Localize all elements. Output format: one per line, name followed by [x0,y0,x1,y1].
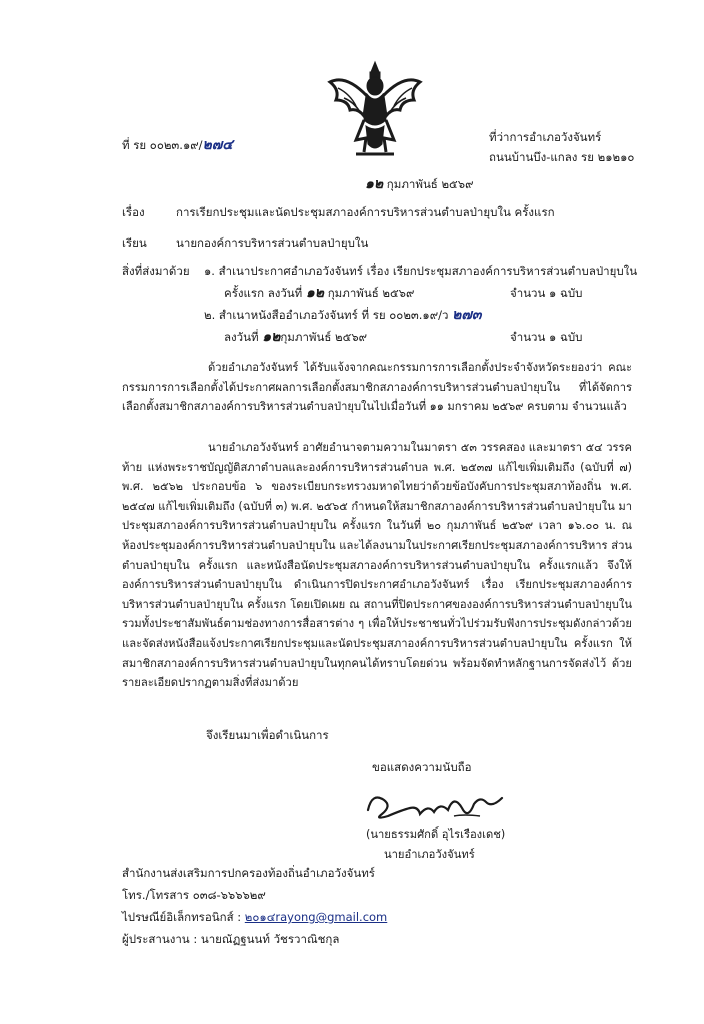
enclosure-1-month-year: กุมภาพันธ์ ๒๕๖๙ [327,286,415,300]
enclosure-1-line1: ๑. สำเนาประกาศอำเภอวังจันทร์ เรื่อง เรียกประชุมสภาองค์การบริหารส่วนตำบลป่ายุบใน [204,264,638,278]
handwritten-signature-icon [362,786,512,826]
signatory-name: (นายธรรมศักดิ์ อุไรเรืองเดช) [366,828,506,841]
enclosure-1-date-prefix: ครั้งแรก ลงวันที่ [224,286,303,300]
date-month-year: กุมภาพันธ์ ๒๕๖๙ [386,177,474,191]
enclosure-2-month-year: กุมภาพันธ์ ๒๕๖๙ [280,330,368,344]
closing-request: จึงเรียนมาเพื่อดำเนินการ [206,728,329,742]
paragraph-2-text: นายอำเภอวังจันทร์ อาศัยอำนาจตามความในมาตรา ๕๓ วรรคสอง และมาตรา ๕๔ วรรค ท้าย แห่งพระราชบัญญัติสภาตำบลและองค์การบริหารส่วนตำบล พ.ศ. ๒๕๓๗ แก้ไขเพิ่มเติมถึง (ฉบับที่ ๗) พ.ศ. ๒๕๖๒ ประกอบข้อ ๖ ของระเบียบกระทรวงมหาดไทยว่าด้วยข้อบังคับการประชุมสภาท้องถิ่น พ.ศ. ๒๕๔๗ แก้ไขเพิ่มเติมถึง (ฉบับที่ ๓) พ.ศ. ๒๕๖๕ กำหนดให้สมาชิกสภาองค์การบริหารส่วนตำบลป่ายุบใน มาประชุมสภาองค์การบริหารส่วนตำบลป่ายุบใน ครั้งแรก ในวันที่ ๒๐ กุมภาพันธ์ ๒๕๖๙ เวลา ๑๖.๐๐ น. ณ ห้องประชุมองค์การบริหารส่วนตำบลป่ายุบใน และได้ลงนามในประกาศเรียกประชุมสภาองค์การบริหาร ส่วนตำบลป่ายุบใน ครั้งแรก และหนังสือนัดประชุมสภาองค์การบริหารส่วนตำบลป่ายุบใน ครั้งแรกแล้ว จึงให้ องค์การบริหารส่วนตำบลป่ายุบใน ดำเนินการปิดประกาศอำเภอวังจันทร์ เรื่อง เรียกประชุมสภาองค์การ บริหารส่วนตำบลป่ายุบใน ครั้งแรก โดยเปิดเผย ณ สถานที่ปิดประกาศขององค์การบริหารส่วนตำบลป่ายุบใน รวมทั้งประชาสัมพันธ์ตามช่องทางการสื่อสารต่าง ๆ เพื่อให้ประชาชนทั่วไปร่วมรับฟังการประชุมดังกล่าวด้วย และจัดส่งหนังสือแจ้งประกาศเรียกประชุมและนัดประชุมสภาองค์การบริหารส่วนตำบลป่ายุบใน ครั้งแรก ให้สมาชิกสภาองค์การบริหารส่วนตำบลป่ายุบในทุกคนได้ทราบโดยด่วน พร้อมจัดทำหลักฐานการจัดส่งไว้ ด้วย รายละเอียดปรากฏตามสิ่งที่ส่งมาด้วย [122,441,632,690]
enclosure-2-date-prefix: ลงวันที่ [224,330,259,344]
signatory-position: นายอำเภอวังจันทร์ [384,848,475,861]
footer-department: สำนักงานส่งเสริมการปกครองท้องถิ่นอำเภอวังจันทร์ [122,866,375,880]
date-day-handwritten: ๑๒ [365,176,384,192]
body-paragraph-2 [122,438,632,693]
recipient-label: เรียน [122,236,147,250]
enclosure-2-quantity: จำนวน ๑ ฉบับ [510,330,583,344]
enclosures-label: สิ่งที่ส่งมาด้วย [122,264,190,278]
enclosure-2-line1 [204,308,481,322]
reference-prefix: ที่ รย ๐๐๒๓.๑๙/ [122,138,203,152]
footer-phone: โทร./โทรสาร ๐๓๘-๖๖๖๖๒๙ [122,888,266,902]
office-address: ถนนบ้านบึง-แกลง รย ๒๑๒๑๐ [489,150,635,164]
enclosure-2-ref-prefix: ๒. สำเนาหนังสืออำเภอวังจันทร์ ที่ รย ๐๐๒๓.๑๙/ว [204,308,449,322]
garuda-emblem-icon [326,60,424,162]
signature-regards: ขอแสดงความนับถือ [372,760,472,774]
enclosure-1-line2 [224,286,414,300]
letter-date [365,177,474,191]
reference-number [122,138,233,152]
footer-coordinator: ผู้ประสานงาน : นายณัฏฐนนท์ วัชรวาณิชกุล [122,932,340,946]
enclosure-1-day-handwritten: ๑๒ [305,285,325,301]
footer-email-line [122,910,387,924]
reference-handwritten: ๒๗๔ [202,137,233,153]
paragraph-1-text: ด้วยอำเภอวังจันทร์ ได้รับแจ้งจากคณะกรรมการการเลือกตั้งประจำจังหวัดระยองว่า คณะกรรมการการเลือกตั้งได้ประกาศผลการเลือกตั้งสมาชิกสภาองค์การบริหารส่วนตำบลป่ายุบใน ที่ได้จัดการเลือกตั้งสมาชิกสภาองค์การบริหารส่วนตำบลป่ายุบในไปเมื่อวันที่ ๑๑ มกราคม ๒๕๖๙ ครบตาม จำนวนแล้ว [122,361,632,414]
footer-email-link[interactable]: ๒๐๑๔rayong@gmail.com [244,910,388,924]
recipient-text: นายกองค์การบริหารส่วนตำบลป่ายุบใน [176,236,369,250]
enclosure-2-line2 [224,330,367,344]
subject-label: เรื่อง [122,205,145,219]
enclosure-2-day-handwritten: ๑๒ [262,329,281,345]
enclosure-2-ref-handwritten: ๒๗๓ [452,307,482,323]
footer-email-label: ไปรษณีย์อิเล็กทรอนิกส์ : [122,910,242,924]
office-name: ที่ว่าการอำเภอวังจันทร์ [489,130,602,144]
subject-text: การเรียกประชุมและนัดประชุมสภาองค์การบริหารส่วนตำบลป่ายุบใน ครั้งแรก [176,205,555,219]
body-paragraph-1 [122,358,632,417]
enclosure-1-quantity: จำนวน ๑ ฉบับ [510,286,583,300]
